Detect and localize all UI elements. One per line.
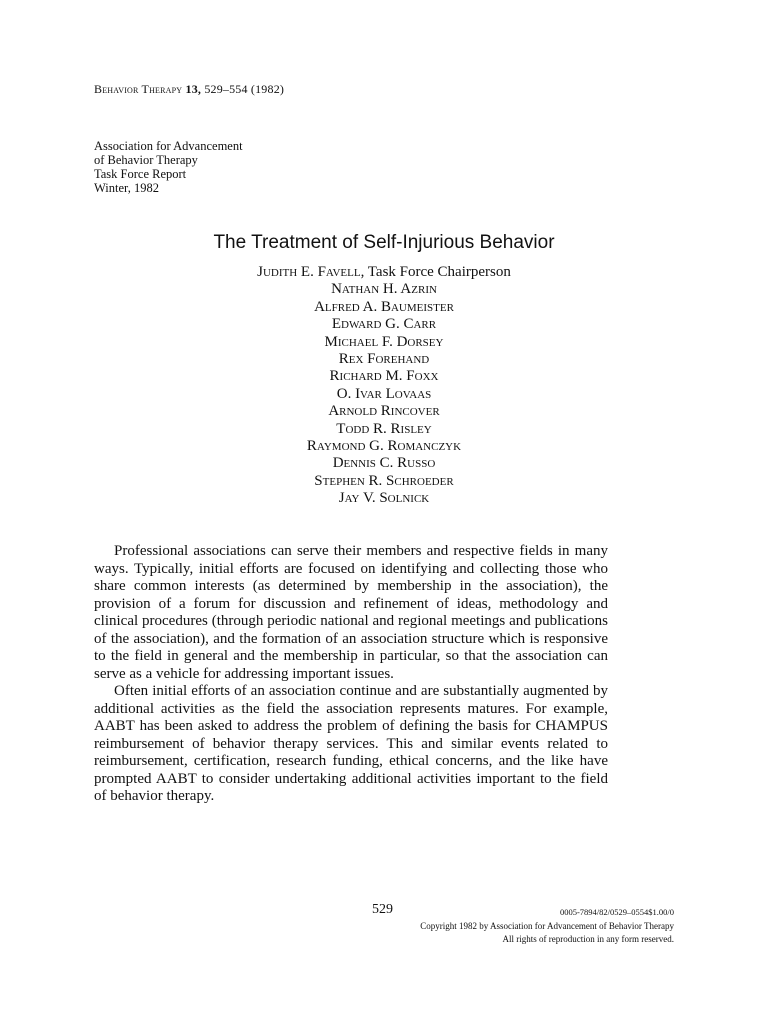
author-name: Nathan H. Azrin	[331, 281, 437, 298]
author-name: Richard M. Foxx	[329, 368, 439, 385]
author-name: Alfred A. Baumeister	[314, 298, 454, 315]
body-paragraph: Often initial efforts of an association continue and are substantially augmented by additional activities as the field the association represents matures. For example, AABT has been asked to address the problem of defining the basis for CHAMPUS reimbursement of behavior therapy services. This and similar events related to reimbursement, certification, research funding, ethical concerns, and the like have prompted AABT to consider undertaking additional activities important to the field of behavior therapy.	[94, 683, 608, 804]
article-body	[94, 543, 608, 806]
task-force-chair	[0, 264, 768, 281]
report-info-line: Winter, 1982	[94, 181, 159, 195]
author-list	[0, 264, 768, 508]
article-title: The Treatment of Self-Injurious Behavior	[213, 232, 555, 253]
copyright-line: Copyright 1982 by Association for Advancement of Behavior Therapy	[420, 921, 674, 931]
issn-code: 0005-7894/82/0529–0554$1.00/0	[559, 907, 674, 917]
report-info-line: of Behavior Therapy	[94, 153, 198, 167]
author-name: Rex Forehand	[338, 351, 430, 368]
journal-pages-year: 529–554 (1982)	[204, 82, 285, 96]
journal-volume: 13,	[185, 82, 202, 96]
journal-citation	[94, 82, 284, 97]
author-name: Dennis C. Russo	[332, 455, 436, 472]
page-number: 529	[372, 902, 393, 917]
body-paragraph: Professional associations can serve their members and respective fields in many ways. Typically, initial efforts are focused on identifying and collecting those who share common interests (as determined by membership in the association), the provision of a forum for discussion and refinement of ideas, methodology and clinical procedures (through periodic national and regional meetings and publications of the association), and the formation of an association structure which is responsive to the field in general and the membership in particular, so that the association can serve as a vehicle for addressing important issues.	[94, 543, 608, 682]
copyright-notice	[420, 920, 674, 946]
journal-name: Behavior Therapy	[94, 82, 183, 96]
author-name: Edward G. Carr	[331, 316, 437, 333]
report-info-block	[94, 139, 243, 195]
chair-name: Judith E. Favell	[257, 264, 361, 280]
author-name: Stephen R. Schroeder	[314, 472, 454, 489]
chair-role: , Task Force Chairperson	[360, 264, 511, 280]
author-name: Todd R. Risley	[336, 420, 432, 437]
author-name: Raymond G. Romanczyk	[306, 438, 462, 455]
report-info-line: Association for Advancement	[94, 139, 243, 153]
author-name: Jay V. Solnick	[338, 490, 430, 507]
author-name: Michael F. Dorsey	[324, 333, 444, 350]
report-info-line: Task Force Report	[94, 167, 187, 181]
author-name: Arnold Rincover	[328, 403, 440, 420]
author-name: O. Ivar Lovaas	[336, 385, 432, 402]
copyright-line: All rights of reproduction in any form reserved.	[502, 934, 674, 944]
